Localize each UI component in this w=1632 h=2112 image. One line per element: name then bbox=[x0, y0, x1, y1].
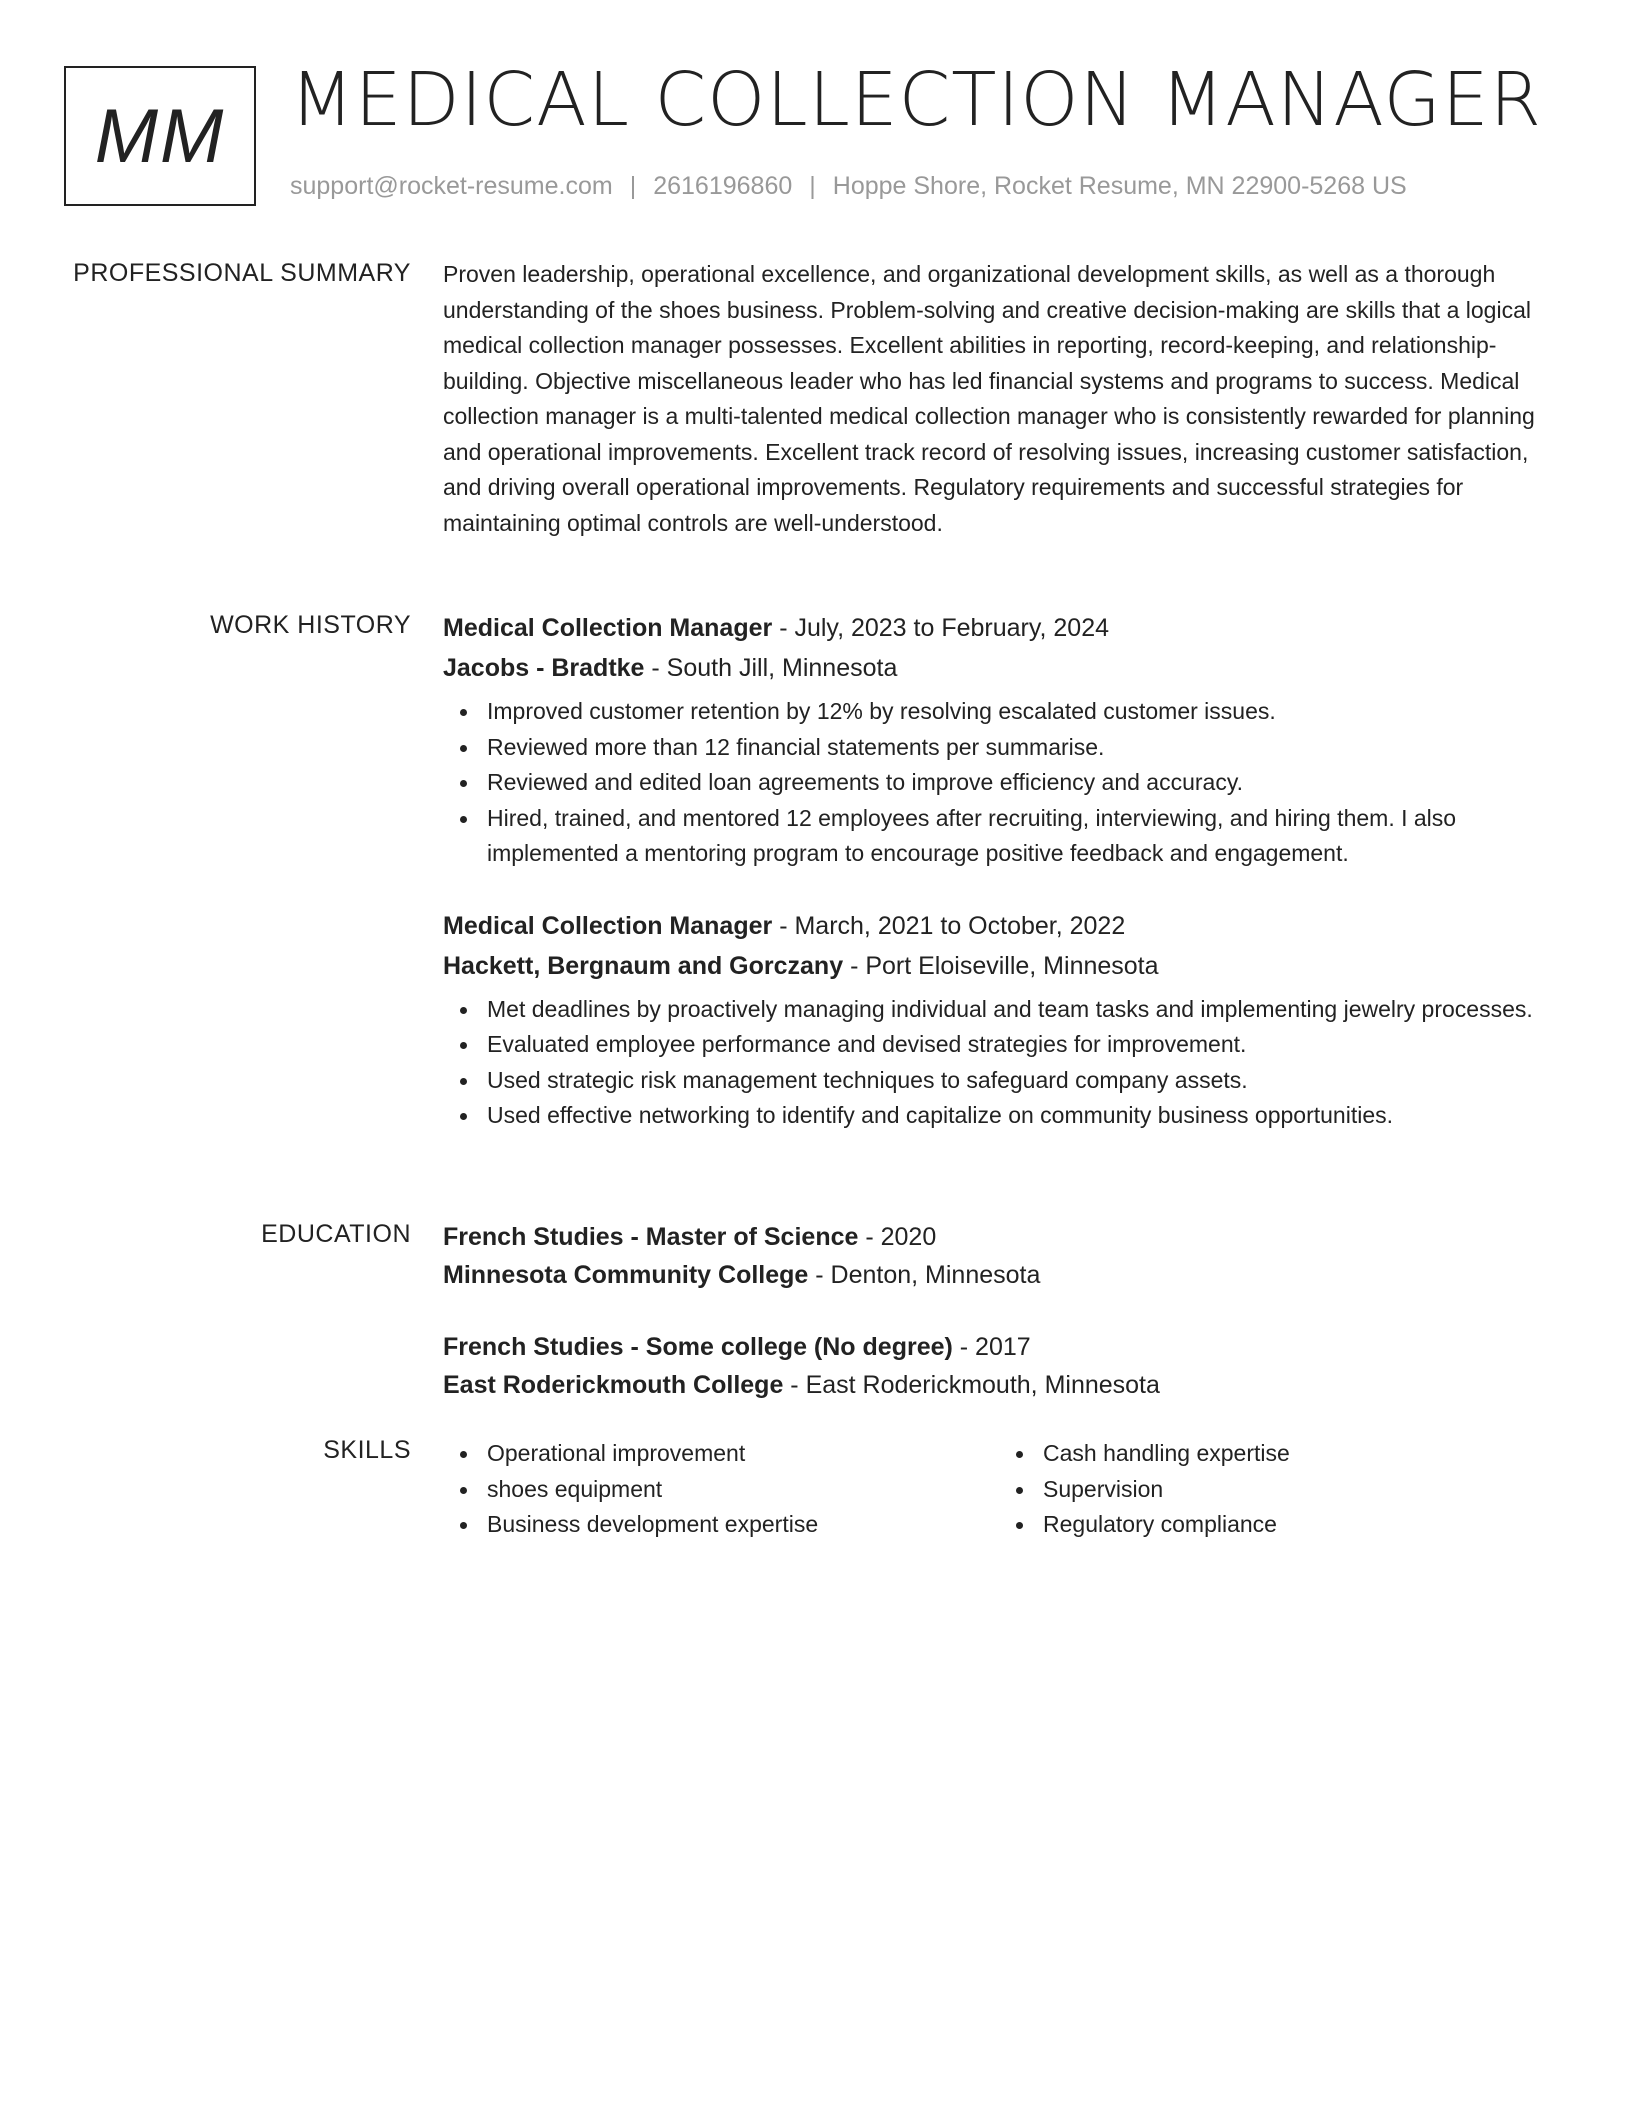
job-company-line bbox=[443, 648, 1555, 688]
job-company: Jacobs - Bradtke bbox=[443, 654, 645, 682]
monogram-logo: MM bbox=[64, 66, 256, 206]
list-item: Hired, trained, and mentored 12 employees after recruiting, interviewing, and hiring them. I also implemented a mentoring program to encourage positive feedback and engagement. bbox=[487, 801, 1555, 872]
job-position: Medical Collection Manager bbox=[443, 614, 773, 642]
work-history-heading: WORK HISTORY bbox=[210, 611, 411, 639]
summary-body bbox=[443, 257, 1555, 541]
education-entry bbox=[443, 1218, 1555, 1294]
job-company: Hackett, Bergnaum and Gorczany bbox=[443, 951, 844, 980]
list-item: Regulatory compliance bbox=[1043, 1507, 1555, 1543]
education-entry bbox=[443, 1328, 1555, 1404]
list-item: Used effective networking to identify and capitalize on community business opportunities. bbox=[487, 1098, 1555, 1134]
job-entry bbox=[443, 906, 1555, 1134]
education-school: Minnesota Community College bbox=[443, 1261, 809, 1289]
job-title-line bbox=[443, 608, 1555, 648]
skills-grid bbox=[443, 1436, 1555, 1543]
page-title: MEDICAL COLLECTION MANAGER bbox=[290, 57, 1543, 143]
education-body bbox=[443, 1218, 1555, 1404]
summary-heading: PROFESSIONAL SUMMARY bbox=[73, 259, 411, 287]
education-degree-line bbox=[443, 1218, 1555, 1256]
list-item: Used strategic risk management techniques to safeguard company assets. bbox=[487, 1063, 1555, 1099]
education-school: East Roderickmouth College bbox=[443, 1371, 784, 1399]
job-location: - South Jill, Minnesota bbox=[644, 654, 898, 682]
education-school-line bbox=[443, 1366, 1555, 1404]
job-company-line bbox=[443, 946, 1555, 986]
job-dates: - March, 2021 to October, 2022 bbox=[772, 911, 1126, 940]
job-bullets bbox=[443, 694, 1555, 872]
job-title-line bbox=[443, 906, 1555, 946]
job-entry bbox=[443, 608, 1555, 872]
education-school-line bbox=[443, 1256, 1555, 1294]
list-item: Evaluated employee performance and devised strategies for improvement. bbox=[487, 1027, 1555, 1063]
skills-list-right bbox=[999, 1436, 1555, 1543]
job-position: Medical Collection Manager bbox=[443, 911, 773, 940]
education-degree: French Studies - Master of Science bbox=[443, 1223, 859, 1251]
list-item: Business development expertise bbox=[487, 1507, 999, 1543]
skills-heading: SKILLS bbox=[323, 1436, 411, 1464]
job-location: - Port Eloiseville, Minnesota bbox=[843, 951, 1159, 980]
list-item: Improved customer retention by 12% by resolving escalated customer issues. bbox=[487, 694, 1555, 730]
job-bullets bbox=[443, 992, 1555, 1134]
education-year: - 2020 bbox=[858, 1223, 937, 1251]
list-item: Supervision bbox=[1043, 1472, 1555, 1508]
education-degree: French Studies - Some college (No degree) bbox=[443, 1333, 953, 1361]
education-heading: EDUCATION bbox=[261, 1220, 411, 1248]
list-item: Met deadlines by proactively managing individual and team tasks and implementing jewelry processes. bbox=[487, 992, 1555, 1028]
work-history-body bbox=[443, 608, 1555, 1134]
skills-list-left bbox=[443, 1436, 999, 1543]
list-item: Reviewed and edited loan agreements to improve efficiency and accuracy. bbox=[487, 765, 1555, 801]
contact-separator: | bbox=[809, 172, 816, 200]
list-item: Operational improvement bbox=[487, 1436, 999, 1472]
education-location: - Denton, Minnesota bbox=[808, 1261, 1041, 1289]
contact-phone[interactable]: 2616196860 bbox=[653, 172, 793, 200]
job-dates: - July, 2023 to February, 2024 bbox=[772, 614, 1110, 642]
contact-separator: | bbox=[629, 172, 637, 200]
skills-body bbox=[443, 1436, 1555, 1543]
summary-text: Proven leadership, operational excellence, and organizational development skills, as well as a thorough understanding of the shoes business. Problem-solving and creative decision-making are skills that a logical medical collection manager possesses. Excellent abilities in reporting, record-keeping, and relationship-building. Objective miscellaneous leader who has led financial systems and programs to success. Medical collection manager is a multi-talented medical collection manager who is consistently rewarded for planning and operational improvements. Excellent track record of resolving issues, increasing customer satisfaction, and driving overall operational improvements. Regulatory requirements and successful strategies for maintaining optimal controls are well-understood. bbox=[443, 261, 1535, 536]
education-location: - East Roderickmouth, Minnesota bbox=[783, 1371, 1160, 1399]
contact-email[interactable]: support@rocket-resume.com bbox=[290, 172, 613, 200]
list-item: shoes equipment bbox=[487, 1472, 999, 1508]
list-item: Cash handling expertise bbox=[1043, 1436, 1555, 1472]
education-degree-line bbox=[443, 1328, 1555, 1366]
contact-address: Hoppe Shore, Rocket Resume, MN 22900-5268 US bbox=[832, 172, 1407, 200]
education-year: - 2017 bbox=[952, 1333, 1031, 1361]
list-item: Reviewed more than 12 financial statements per summarise. bbox=[487, 730, 1555, 766]
contact-line bbox=[290, 172, 1407, 201]
